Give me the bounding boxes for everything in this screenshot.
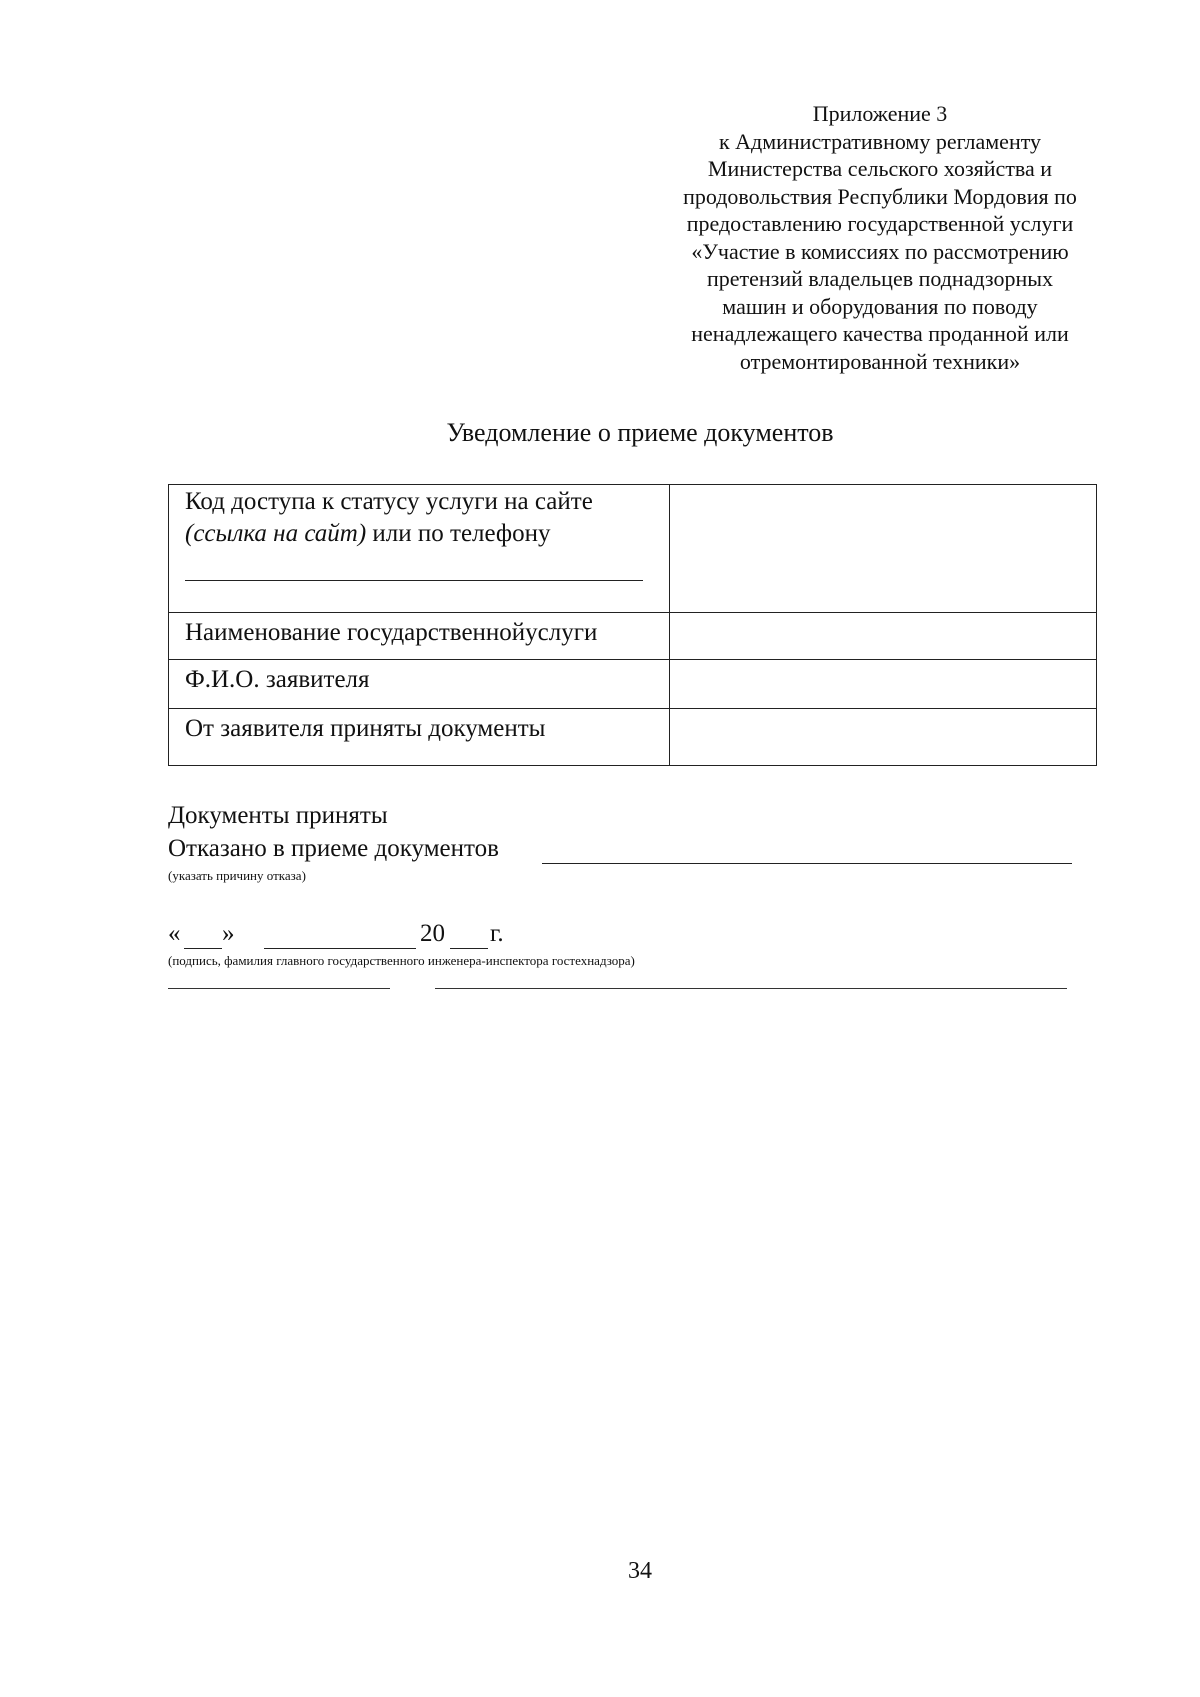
documents-accepted-label: От заявителя приняты документы: [185, 715, 546, 742]
documents-rejected-text: Отказано в приеме документов: [168, 835, 499, 862]
appendix-line: Министерства сельского хозяйства и: [707, 156, 1053, 181]
service-name-label: Наименование государственнойуслуги: [185, 619, 598, 646]
appendix-line: отремонтированной техники»: [739, 348, 1021, 374]
appendix-line: предоставлению государственной услуги: [686, 211, 1074, 236]
notice-table: [168, 484, 1097, 766]
year-prefix: 20: [420, 920, 445, 947]
appendix-line: ненадлежащего качества проданной или: [691, 321, 1069, 346]
table-row: [169, 485, 1097, 613]
appendix-line: продовольствия Республики Мордовия по: [683, 183, 1077, 209]
appendix-line: Приложение 3: [812, 101, 948, 126]
document-title: Уведомление о приеме документов: [446, 418, 834, 447]
appendix-line: претензий владельцев поднадзорных: [706, 266, 1054, 291]
table-row: [169, 660, 1097, 709]
phone-blank-line: [185, 580, 643, 581]
applicant-name-label: Ф.И.О. заявителя: [185, 666, 370, 693]
year-blank[interactable]: [450, 948, 488, 949]
service-name-label-cell: [169, 613, 670, 660]
applicant-name-label-cell: [169, 660, 670, 709]
table-row: [169, 613, 1097, 660]
access-code-label: Код доступа к статусу услуги на сайте: [185, 488, 593, 515]
service-name-value-field[interactable]: [670, 613, 1097, 660]
appendix-line: «Участие в комиссиях по рассмотрению: [691, 238, 1069, 264]
access-code-value-field[interactable]: [670, 485, 1097, 613]
site-link-placeholder: (ссылка на сайт): [185, 520, 367, 547]
access-code-label-continued: (ссылка на сайт) или по телефону: [185, 520, 551, 547]
appendix-header: [660, 100, 1100, 375]
month-blank[interactable]: [264, 948, 416, 949]
day-blank[interactable]: [184, 948, 222, 949]
rejection-reason-note: (указать причину отказа): [168, 868, 306, 883]
signature-note: (подпись, фамилия главного государственного инженера-инспектора гостехнадзора): [168, 953, 635, 968]
documents-accepted-value-field[interactable]: [670, 709, 1097, 766]
rejection-reason-line[interactable]: [542, 863, 1072, 864]
day-close-quote: »: [222, 920, 235, 947]
access-code-label-cell: [169, 485, 670, 613]
appendix-line: к Административному регламенту: [718, 128, 1042, 154]
year-suffix: г.: [490, 920, 504, 947]
documents-accepted-label-cell: [169, 709, 670, 766]
day-open-quote: «: [168, 920, 181, 947]
page-number: 34: [628, 1558, 652, 1584]
applicant-name-value-field[interactable]: [670, 660, 1097, 709]
documents-accepted-text: Документы приняты: [168, 802, 388, 829]
appendix-line: машин и оборудования по поводу: [722, 293, 1038, 319]
table-row: [169, 709, 1097, 766]
signature-line[interactable]: [168, 988, 390, 989]
inspector-name-line[interactable]: [435, 988, 1067, 989]
